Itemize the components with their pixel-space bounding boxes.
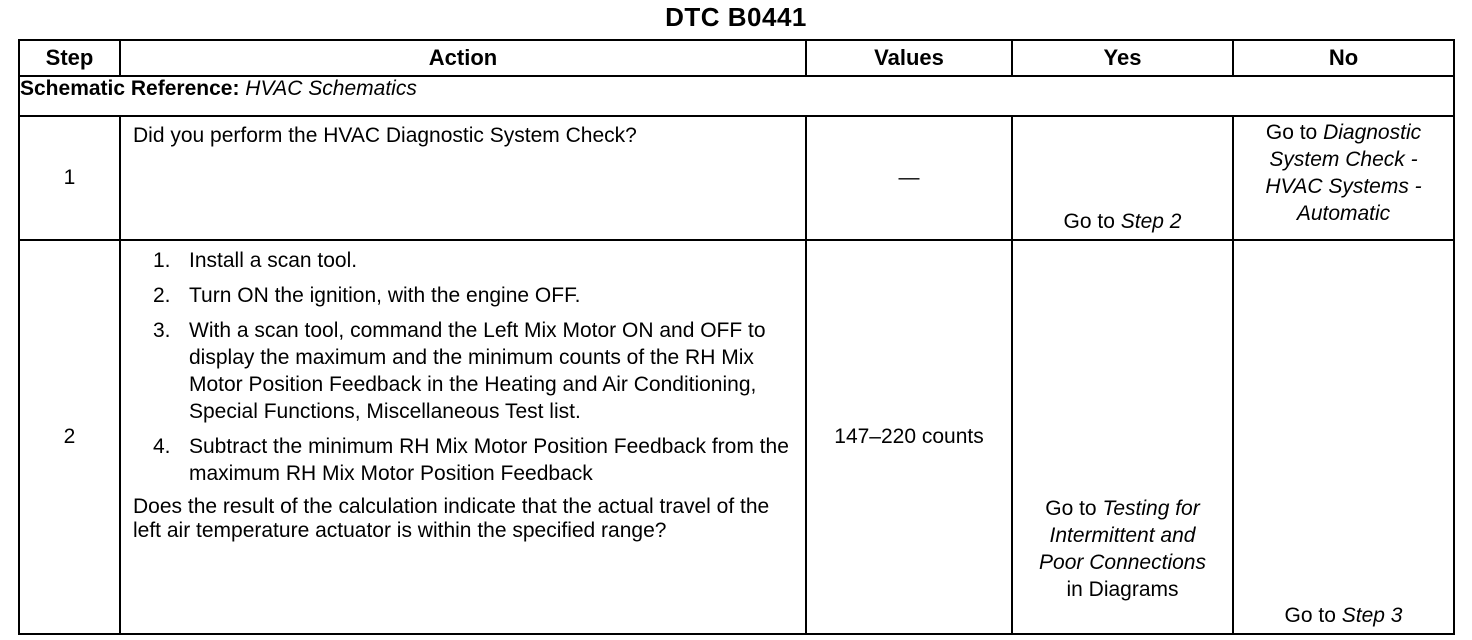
substep-text: Turn ON the ignition, with the engine OFF. — [189, 284, 581, 307]
testing-intermittent-link-2[interactable]: Intermittent and — [1049, 524, 1196, 547]
yes-cell — [1012, 240, 1233, 634]
goto-step-2-link[interactable]: Step 2 — [1120, 210, 1182, 233]
substep-number: 4. — [153, 435, 171, 458]
substep-text: Subtract the minimum RH Mix Motor Position Feedback from the maximum RH Mix Motor Position Feedback — [189, 435, 789, 485]
no-cell — [1233, 116, 1454, 240]
header-yes: Yes — [1012, 40, 1233, 76]
no-cell — [1233, 240, 1454, 634]
diagnostic-system-check-link-2[interactable]: System Check - — [1269, 148, 1418, 171]
values-cell: 147–220 counts — [806, 240, 1012, 634]
action-cell — [120, 116, 806, 240]
list-item — [133, 282, 797, 309]
yes-prefix: Go to — [1063, 210, 1121, 233]
testing-intermittent-link-1[interactable]: Testing for — [1102, 497, 1200, 520]
diagnostic-system-check-link-4[interactable]: Automatic — [1296, 202, 1391, 225]
list-item — [133, 247, 797, 274]
list-item — [133, 317, 797, 425]
diagnostic-system-check-link-1[interactable]: Diagnostic — [1323, 121, 1422, 144]
no-prefix: Go to — [1284, 604, 1342, 627]
substep-text: With a scan tool, command the Left Mix Motor ON and OFF to display the maximum and the minimum counts of the RH Mix Motor Position Feedback in the Heating and Air Conditioning, Special Functions, Miscellaneous Test list. — [189, 319, 766, 423]
yes-cell — [1012, 116, 1233, 240]
header-step: Step — [19, 40, 120, 76]
header-values: Values — [806, 40, 1012, 76]
step-number: 1 — [19, 116, 120, 240]
values-cell: — — [806, 116, 1012, 240]
table-row-step-1 — [19, 116, 1454, 240]
substep-number: 2. — [153, 284, 171, 307]
yes-prefix: Go to — [1045, 497, 1103, 520]
no-prefix: Go to — [1265, 121, 1324, 144]
goto-step-3-link[interactable]: Step 3 — [1341, 604, 1403, 627]
table-row-step-2 — [19, 240, 1454, 634]
substep-list — [133, 247, 797, 487]
substep-text: Install a scan tool. — [189, 249, 358, 272]
page-title: DTC B0441 — [665, 2, 807, 32]
action-cell — [120, 240, 806, 634]
schematic-reference-cell — [19, 76, 1454, 116]
step-number: 2 — [19, 240, 120, 634]
substep-number: 1. — [153, 249, 171, 272]
header-no: No — [1233, 40, 1454, 76]
header-action: Action — [120, 40, 806, 76]
dtc-table — [18, 39, 1455, 635]
schematic-reference-label: Schematic Reference: — [20, 77, 240, 100]
schematic-reference-row — [19, 76, 1454, 116]
testing-intermittent-link-3[interactable]: Poor Connections — [1039, 551, 1206, 574]
list-item — [133, 433, 797, 487]
header-row — [19, 40, 1454, 76]
yes-suffix: in Diagrams — [1066, 578, 1179, 601]
schematic-reference-link[interactable]: HVAC Schematics — [245, 77, 417, 100]
substep-number: 3. — [153, 319, 171, 342]
diagnostic-system-check-link-3[interactable]: HVAC Systems - — [1265, 175, 1422, 198]
action-question: Does the result of the calculation indicate that the actual travel of the left air temperature actuator is within the specified range? — [133, 495, 770, 542]
action-text: Did you perform the HVAC Diagnostic System Check? — [133, 124, 637, 147]
